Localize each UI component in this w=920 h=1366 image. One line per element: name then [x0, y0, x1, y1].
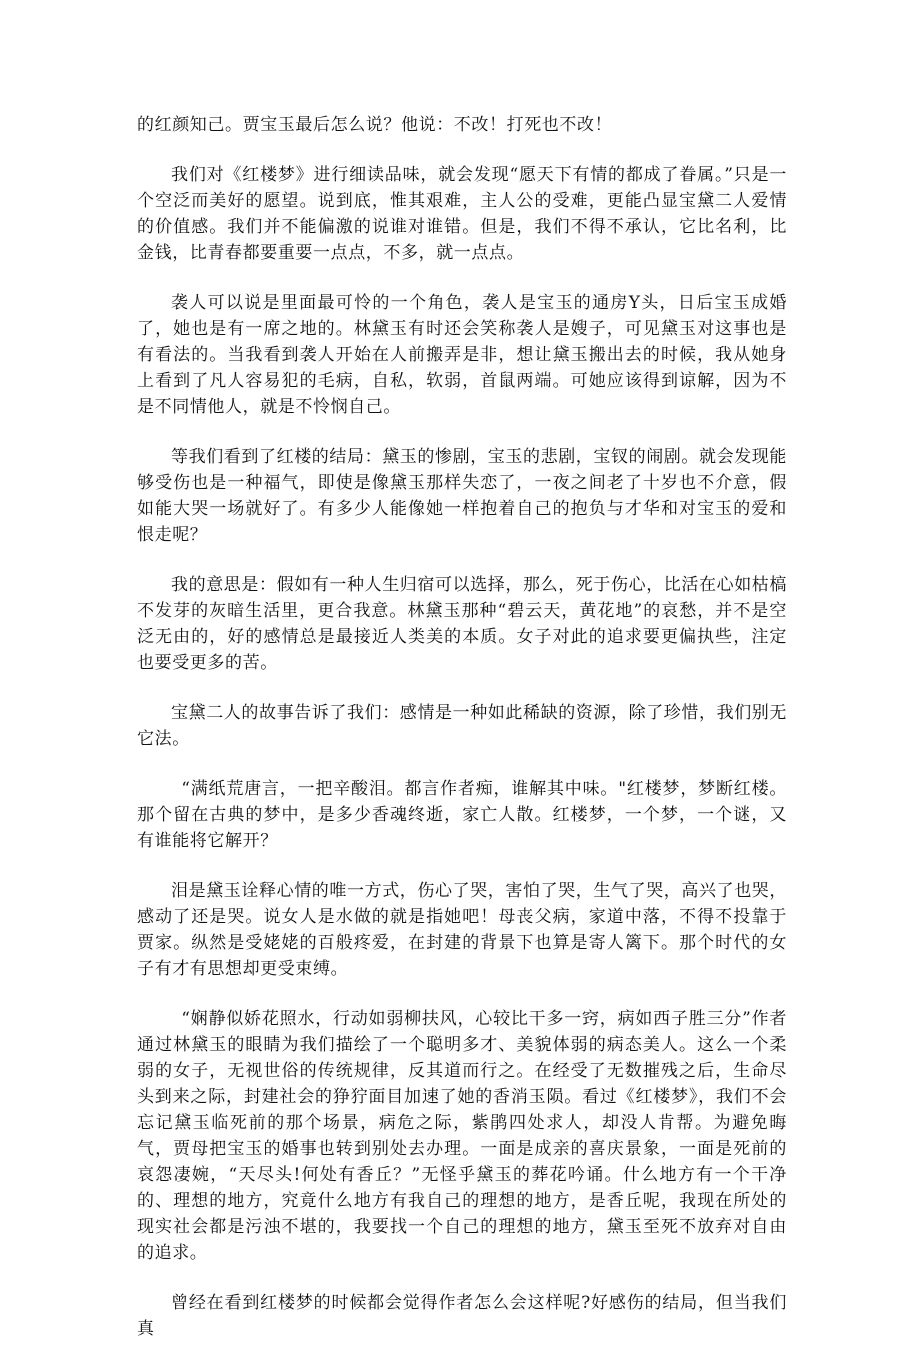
paragraph-8: 泪是黛玉诠释心情的唯一方式，伤心了哭，害怕了哭，生气了哭，高兴了也哭，感动了还是哭。说女人是水做的就是指她吧！母丧父病，家道中落，不得不投靠于贾家。纵然是受姥姥的百般疼爱，在封建的背景下也算是寄人篱下。那个时代的女子有才有思想却更受束缚。 [137, 881, 787, 979]
paragraph-5: 我的意思是：假如有一种人生归宿可以选择，那么，死于伤心，比活在心如枯槁不发芽的灰暗生活里，更合我意。林黛玉那种“碧云天，黄花地”的哀愁，并不是空泛无由的，好的感情总是最接近人类美的本质。女子对此的追求要更偏执些，注定也要受更多的苦。 [137, 575, 787, 673]
paragraph-7: “满纸荒唐言，一把辛酸泪。都言作者痴，谁解其中味。"红楼梦，梦断红楼。那个留在古典的梦中，是多少香魂终逝，家亡人散。红楼梦，一个梦，一个谜，又有谁能将它解开？ [137, 779, 787, 851]
paragraph-3: 袭人可以说是里面最可怜的一个角色，袭人是宝玉的通房Y头，日后宝玉成婚了，她也是有一席之地的。林黛玉有时还会笑称袭人是嫂子，可见黛玉对这事也是有看法的。当我看到袭人开始在人前搬弄是非，想让黛玉搬出去的时候，我从她身上看到了凡人容易犯的毛病，自私，软弱，首鼠两端。可她应该得到谅解，因为不是不同情他人，就是不怜悯自己。 [137, 293, 787, 417]
paragraph-10: 曾经在看到红楼梦的时候都会觉得作者怎么会这样呢?好感伤的结局，但当我们真 [137, 1293, 787, 1339]
paragraph-6: 宝黛二人的故事告诉了我们：感情是一种如此稀缺的资源，除了珍惜，我们别无它法。 [137, 703, 787, 749]
document-page [137, 112, 787, 1366]
paragraph-9: “娴静似娇花照水，行动如弱柳扶风，心较比干多一窍，病如西子胜三分”作者通过林黛玉的眼睛为我们描绘了一个聪明多才、美貌体弱的病态美人。这么一个柔弱的女子，无视世俗的传统规律，反其道而行之。在经受了无数摧残之后，生命尽头到来之际，封建社会的狰狞面目加速了她的香消玉陨。看过《红楼梦》，我们不会忘记黛玉临死前的那个场景，病危之际，紫鹃四处求人，却没人肯帮。为避免晦气，贾母把宝玉的婚事也转到别处去办理。一面是成亲的喜庆景象，一面是死前的哀怨凄婉，“天尽头!何处有香丘？”无怪乎黛玉的葬花吟诵。什么地方有一个干净的、理想的地方，究竟什么地方有我自己的理想的地方，是香丘呢，我现在所处的现实社会都是污浊不堪的，我要找一个自己的理想的地方，黛玉至死不放弃对自由的追求。 [137, 1009, 787, 1263]
paragraph-4: 等我们看到了红楼的结局：黛玉的惨剧，宝玉的悲剧，宝钗的闹剧。就会发现能够受伤也是一种福气，即使是像黛玉那样失恋了，一夜之间老了十岁也不介意，假如能大哭一场就好了。有多少人能像她一样抱着自己的抱负与才华和对宝玉的爱和恨走呢？ [137, 447, 787, 545]
paragraph-2: 我们对《红楼梦》进行细读品味，就会发现“愿天下有情的都成了眷属。”只是一个空泛而美好的愿望。说到底，惟其艰难，主人公的受难，更能凸显宝黛二人爱情的价值感。我们并不能偏激的说谁对谁错。但是，我们不得不承认，它比名利，比金钱，比青春都要重要一点点，不多，就一点点。 [137, 165, 787, 263]
paragraph-1: 的红颜知己。贾宝玉最后怎么说？他说：不改！打死也不改！ [137, 115, 613, 135]
